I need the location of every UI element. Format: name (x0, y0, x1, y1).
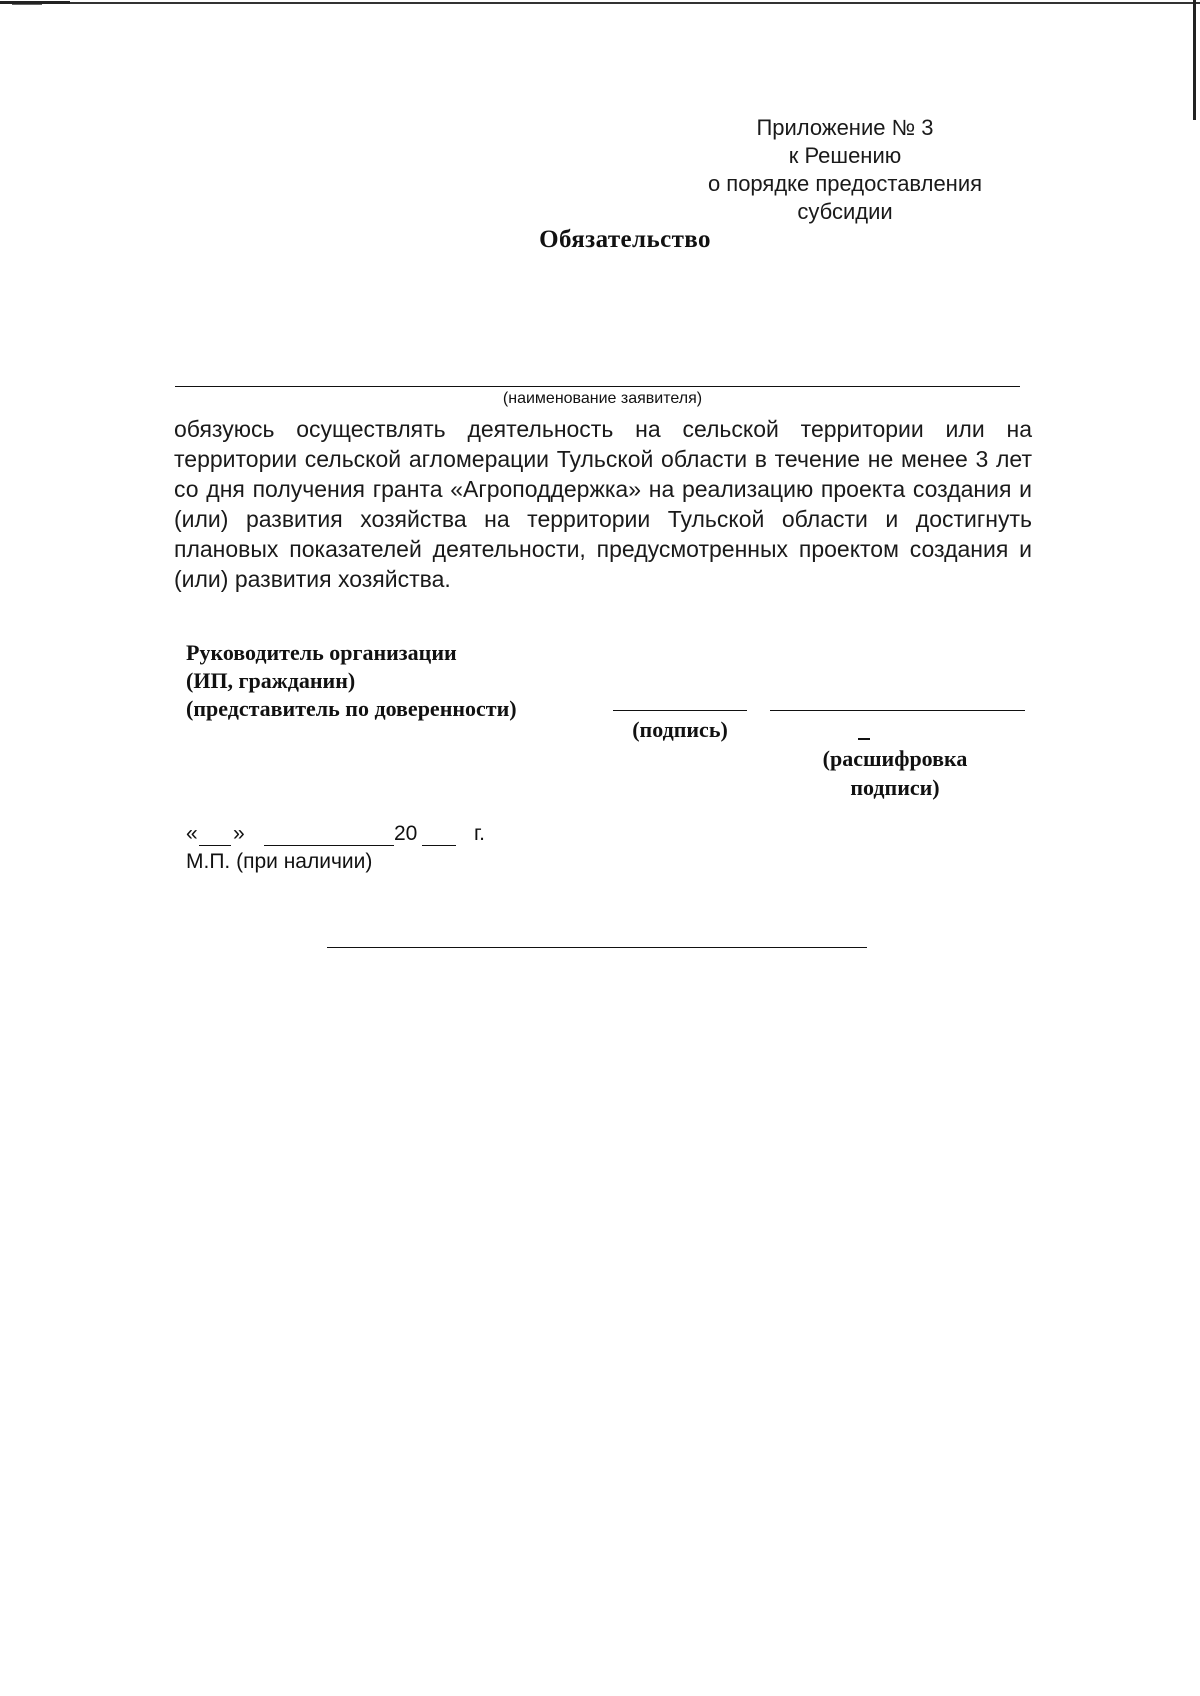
date-close-quote: » (233, 822, 245, 845)
signer-line: (ИП, гражданин) (186, 668, 356, 693)
signature-decode-field (770, 710, 1025, 711)
signature-field (613, 710, 747, 711)
scan-artifact (12, 4, 42, 5)
appendix-line: субсидии (797, 199, 893, 224)
month-blank (264, 845, 394, 846)
scan-artifact (70, 2, 1200, 4)
signature-decode-caption (800, 744, 990, 802)
appendix-line: к Решению (788, 143, 902, 168)
end-separator (327, 947, 867, 948)
decode-dash (858, 738, 870, 740)
signer-line: Руководитель организации (186, 640, 457, 665)
applicant-name-field (175, 386, 1020, 387)
date-open-quote: « (186, 822, 198, 845)
obligation-text: обязуюсь осуществлять деятельность на сельской территории или на территории сельской агломерации Тульской области в течение не менее 3 лет со дня получения гранта «Агроподдержка» на реализацию проекта создания и (или) развития хозяйства на территории Тульской области и достигнуть плановых показателей деятельности, предусмотренных проектом создания и (или) развития хозяйства. (174, 416, 1032, 592)
date-year-suffix: г. (474, 822, 485, 845)
scan-artifact (1193, 0, 1196, 120)
stamp-place: М.П. (при наличии) (186, 850, 373, 873)
appendix-reference (690, 114, 1000, 226)
decode-caption-line: (расшифровка (822, 746, 968, 771)
signer-title (186, 639, 517, 723)
date-century: 20 (394, 822, 418, 845)
document-title: Обязательство (539, 226, 711, 253)
appendix-line: о порядке предоставления (707, 171, 983, 196)
signature-caption: (подпись) (632, 717, 728, 742)
applicant-name-caption: (наименование заявителя) (502, 390, 703, 407)
appendix-line: Приложение № 3 (756, 115, 934, 140)
decode-caption-line: подписи) (850, 775, 940, 800)
year-blank (422, 845, 456, 846)
signer-line: (представитель по доверенности) (186, 696, 517, 721)
day-blank (199, 845, 231, 846)
date-field (186, 822, 506, 852)
